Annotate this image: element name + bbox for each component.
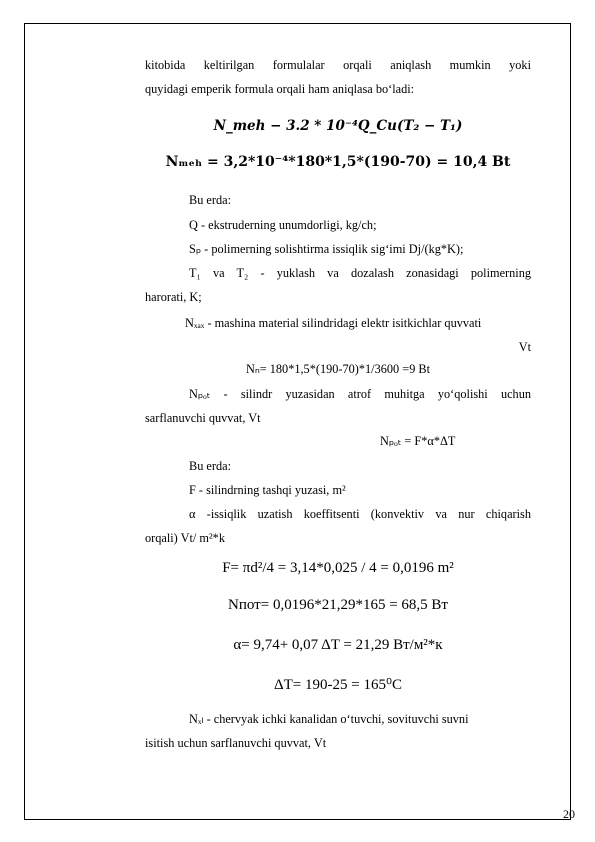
formula-alpha: α= 9,74+ 0,07 ΔT = 21,29 Вт/м²*к — [233, 637, 443, 653]
formula-nmeh-general: N_meh − 3.2 * 10⁻⁴Q_Cu(T₂ − T₁) — [213, 118, 463, 134]
text-line: kitobida keltirilgan formulalar orqali aniqlash mumkin yoki — [145, 58, 531, 72]
text-line: Nₓₗ - chervyak ichki kanalidan o‘tuvchi, sovituvchi suvni — [189, 712, 469, 726]
text-line: Nₚₒₜ - silindr yuzasidan atrof muhitga yo‘qolishi uchun — [189, 387, 531, 401]
text-line: Sₚ - polimerning solishtirma issiqlik sig‘imi Dj/(kg*K); — [189, 242, 464, 256]
text-line: orqali) Vt/ m²*k — [145, 531, 225, 545]
text-line: Bu erda: — [189, 193, 232, 207]
text-line: isitish uchun sarflanuvchi quvvat, Vt — [145, 736, 327, 750]
formula-npot-calc: Nпот= 0,0196*21,29*165 = 68,5 Вт — [228, 597, 448, 613]
formula-delta-t: ΔT= 190-25 = 165⁰C — [274, 677, 402, 693]
text-line: Nₓₐₓ - mashina material silindridagi elektr isitkichlar quvvati — [185, 316, 482, 330]
page-number: 20 — [563, 807, 575, 821]
formula-nmeh-calc: Nₘₑₕ = 3,2*10⁻⁴*180*1,5*(190-70) = 10,4 Bt — [165, 154, 511, 170]
text-line: T₁ va T₂ - yuklash va dozalash zonasidagi polimerning — [189, 266, 531, 280]
formula-nc: Nₙ= 180*1,5*(190-70)*1/3600 =9 Bt — [245, 362, 431, 376]
text-line: α -issiqlik uzatish koeffitsenti (konvektiv va nur chiqarish — [189, 507, 531, 521]
text-line: Bu erda: — [189, 459, 232, 473]
formula-area: F= πd²/4 = 3,14*0,025 / 4 = 0,0196 m² — [222, 560, 454, 576]
text-line: F - silindrning tashqi yuzasi, m² — [189, 483, 346, 497]
text-line: Q - ekstruderning unumdorligi, kg/ch; — [189, 218, 377, 232]
text-line: Vt — [518, 340, 531, 354]
text-line: harorati, K; — [145, 290, 202, 304]
text-line: sarflanuvchi quvvat, Vt — [145, 411, 261, 425]
formula-npot: Nₚₒₜ = F*α*ΔT — [380, 434, 456, 448]
text-line: quyidagi emperik formula orqali ham aniqlasa bo‘ladi: — [145, 82, 415, 96]
